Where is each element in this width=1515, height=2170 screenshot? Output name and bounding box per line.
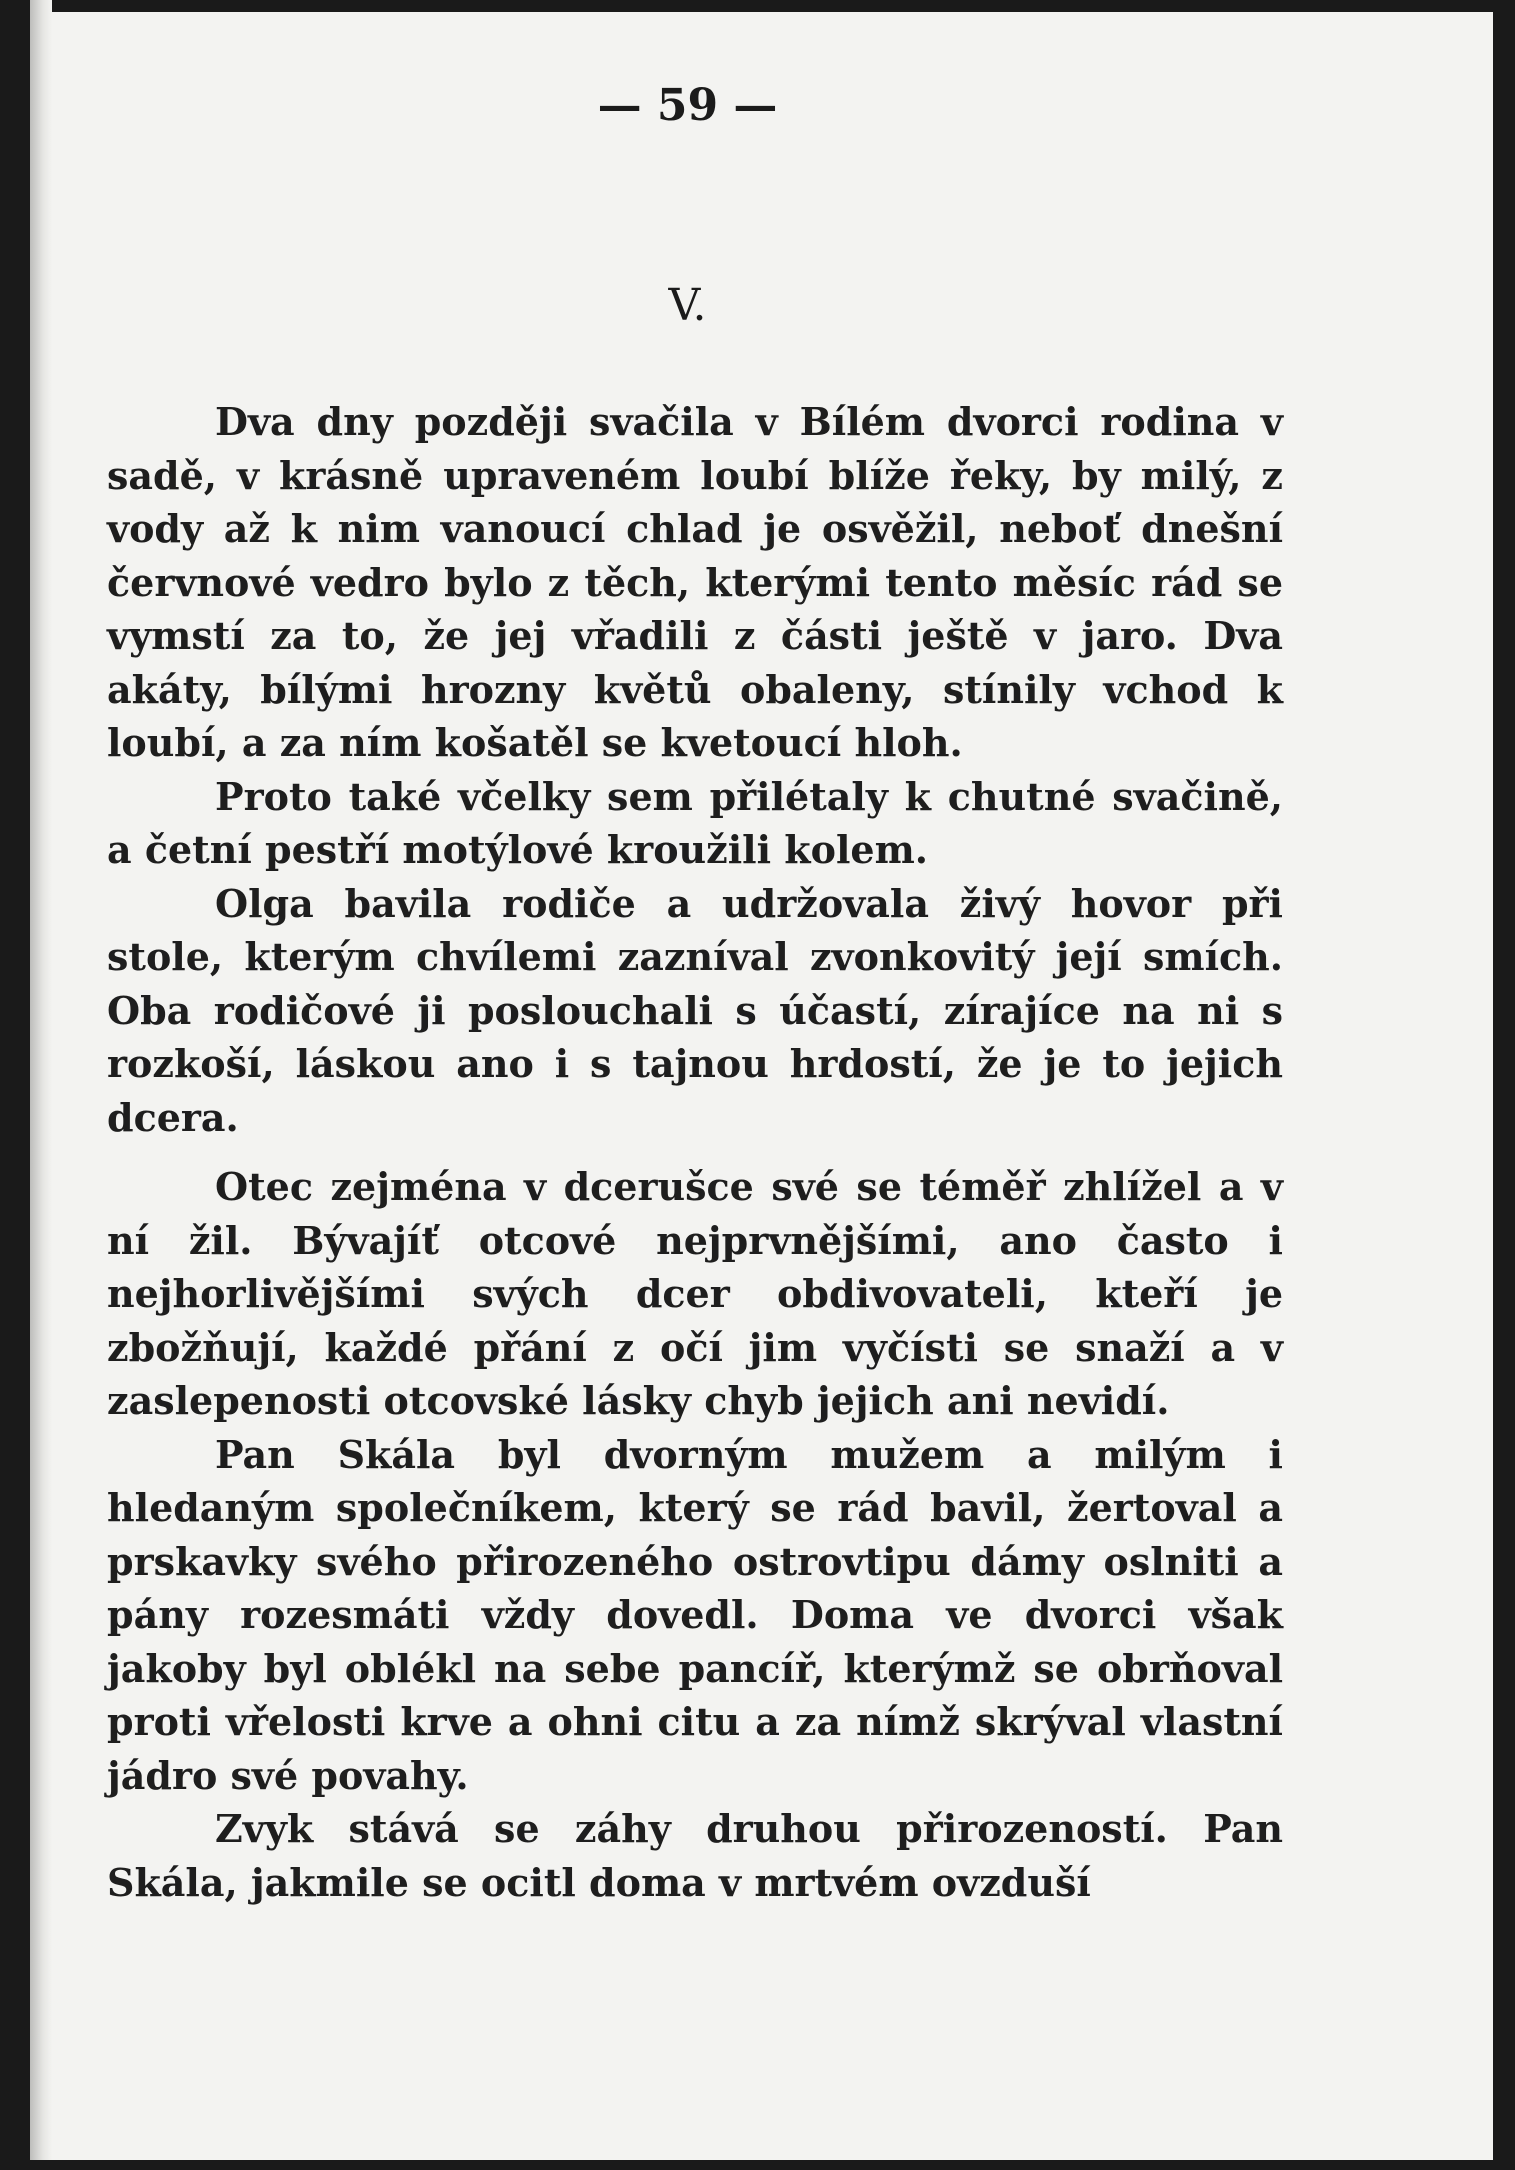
paragraph: Olga bavila rodiče a udržovala živý hovor při stole, kterým chvílemi zazníval zvonkovitý její smích. Oba rodičové ji poslouchali s účastí, zírajíce na ni s rozkoší, láskou ano i s tajnou hrdostí, že je to jejich dcera.: [107, 880, 1283, 1140]
paragraph: Proto také včelky sem přilétaly k chutné svačině, a četní pestří motýlové kroužili kolem.: [107, 773, 1283, 872]
paragraph: Pan Skála byl dvorným mužem a milým i hledaným společníkem, který se rád bavil, žertoval a prskavky svého přirozeného ostrovtipu dámy oslniti a pány rozesmáti vždy dovedl. Doma ve dvorci však jakoby byl oblékl na sebe pancíř, kterýmž se obrňoval proti vřelosti krve a ohni citu a za nímž skrýval vlastní jádro své povahy.: [107, 1431, 1283, 1798]
paragraph: Zvyk stává se záhy druhou přirozeností. Pan Skála, jakmile se ocitl doma v mrtvém ovzduší: [107, 1806, 1283, 1905]
scan-border-top: [0, 0, 1515, 12]
body-text: [107, 395, 1283, 1909]
scan-border-bottom: [0, 2160, 1515, 2170]
page-number: — 59 —: [597, 80, 778, 131]
scan-border-right: [1493, 0, 1515, 2170]
paragraph: Otec zejména v dcerušce své se téměř zhlížel a v ní žil. Bývajíť otcové nejprvnějšími, ano často i nejhorlivějšími svých dcer obdivovateli, kteří je zbožňují, každé přání z očí jim vyčísti se snaží a v zaslepenosti otcovské lásky chyb jejich ani nevidí.: [107, 1164, 1283, 1423]
chapter-heading: V.: [668, 280, 707, 331]
paragraph: Dva dny později svačila v Bílém dvorci rodina v sadě, v krásně upraveném loubí blíže řeky, by milý, z vody až k nim vanoucí chlad je osvěžil, neboť dnešní červnové vedro bylo z těch, kterými tento měsíc rád se vymstí za to, že jej vřadili z části ještě v jaro. Dva akáty, bílými hrozny květů obaleny, stínily vchod k loubí, a za ním košatěl se kvetoucí hloh.: [107, 399, 1283, 765]
